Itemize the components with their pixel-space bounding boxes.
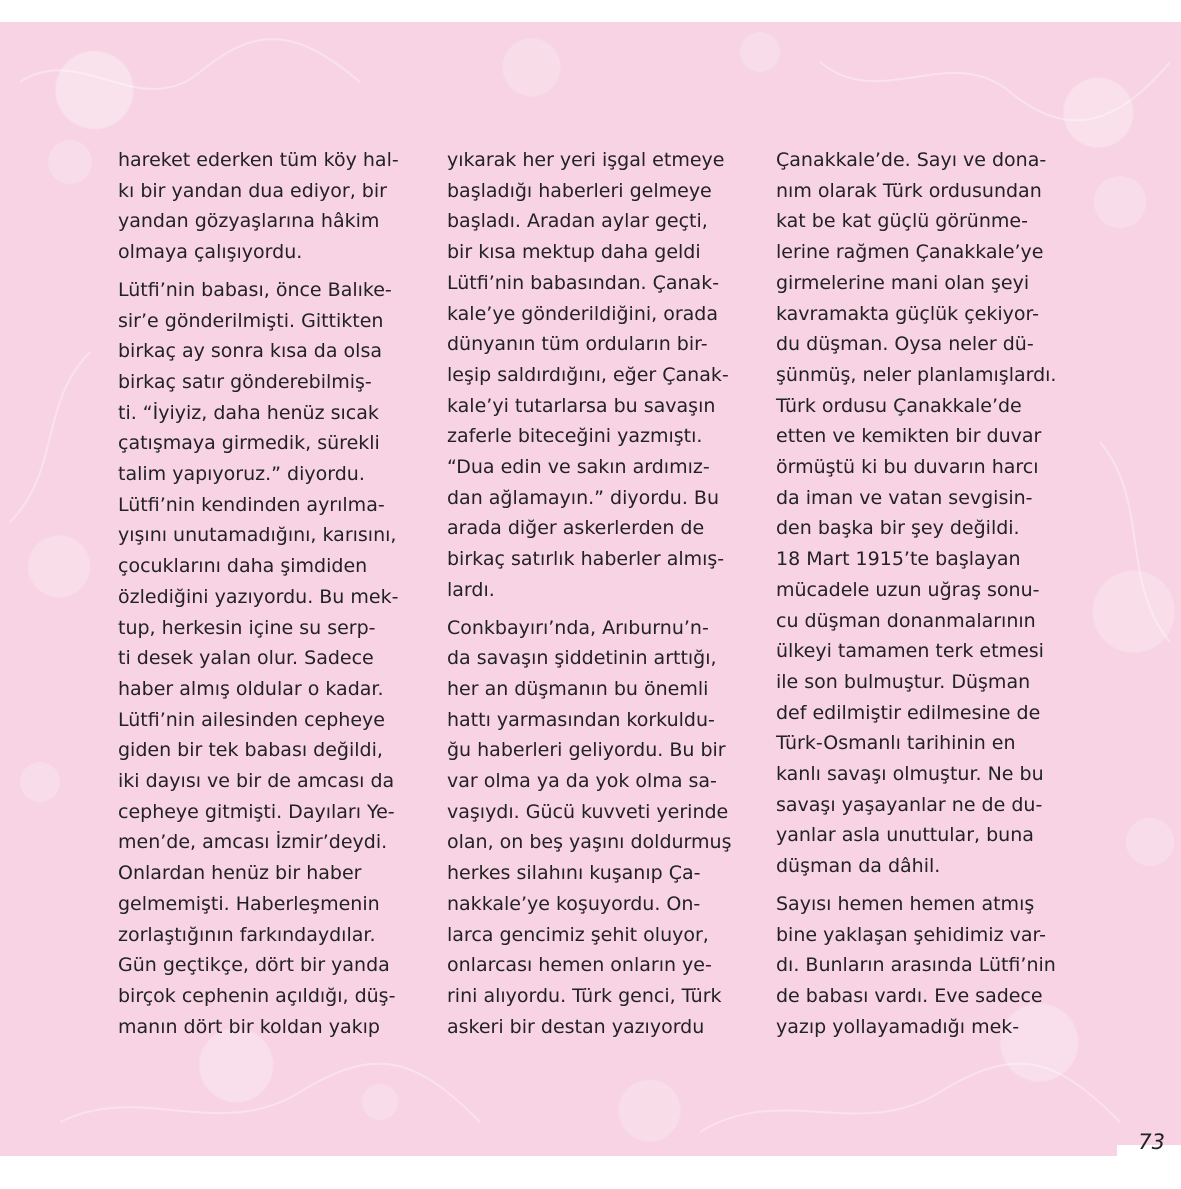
paragraph: yıkarak her yeri işgal etmeye başladığı haberleri gelmeye başladı. Aradan aylar geçti, bir kısa mektup daha geldi Lütfi’nin babasından. Çanak- kale’ye gönderildiğini, orada dünyanın tüm orduların bir- leşip saldırdığını, eğer Çanak- kale’yi tutarlarsa bu savaşın zaferle biteceğini yazmıştı. “Dua edin ve sakın ardımız- dan ağlamayın.” diyordu. Bu arada diğer askerlerden de birkaç satırlık haberler almış- lardı. <box>447 149 729 601</box>
text-column-1 <box>118 145 406 1042</box>
paragraph: Conkbayırı’nda, Arıburnu’n- da savaşın şiddetinin arttığı, her an düşmanın bu önemli hattı yarmasından korkuldu- ğu haberleri geliyordu. Bu bir var olma ya da yok olma sa- vaşıydı. Gücü kuvveti yerinde olan, on beş yaşını doldurmuş herkes silahını kuşanıp Ça- nakkale’ye koşuyordu. On- larca gencimiz şehit oluyor, onlarcası hemen onların ye- rini alıyordu. Türk genci, Türk askeri bir destan yazıyordu <box>447 616 732 1038</box>
page-number: 73 <box>1138 1130 1165 1154</box>
text-column-3 <box>776 145 1064 1042</box>
paragraph: hareket ederken tüm köy hal- kı bir yandan dua ediyor, bir yandan gözyaşlarına hâkim olmaya çalışıyordu. <box>118 149 399 264</box>
paragraph: Lütfi’nin babası, önce Balıke- sir’e gönderilmişti. Gittikten birkaç ay sonra kısa da olsa birkaç satır gönderebilmiş- ti. “İyiyiz, daha henüz sıcak çatışmaya girmedik, sürekli talim yapıyoruz.” diyordu. Lütfi’nin kendinden ayrılma- yışını unutamadığını, karısını, çocuklarını daha şimdiden özlediğini yazıyordu. Bu mek- tup, herkesin içine su serp- ti desek yalan olur. Sadece haber almış oldular o kadar. Lütfi’nin ailesinden cepheye giden bir tek babası değildi, iki dayısı ve bir de amcası da cepheye gitmişti. Dayıları Ye- men’de, amcası İzmir’deydi. Onlardan henüz bir haber gelmemişti. Haberleşmenin zorlaştığının farkındaydılar. Gün geçtikçe, dört bir yanda birçok cephenin açıldığı, düş- manın dört bir koldan yakıp <box>118 278 399 1038</box>
text-column-2 <box>447 145 735 1042</box>
paragraph: Çanakkale’de. Sayı ve dona- nım olarak Türk ordusundan kat be kat güçlü görünme- lerine rağmen Çanakkale’ye girmelerine mani olan şeyi kavramakta güçlük çekiyor- du düşman. Oysa neler dü- şünmüş, neler planlamışlardı. Türk ordusu Çanakkale’de etten ve kemikten bir duvar örmüştü ki bu duvarın harcı da iman ve vatan sevgisin- den başka bir şey değildi. 18 Mart 1915’te başlayan mücadele uzun uğraş sonu- cu düşman donanmalarının ülkeyi tamamen terk etmesi ile son bulmuştur. Düşman def edilmiştir edilmesine de Türk-Osmanlı tarihinin en kanlı savaşı olmuştur. Ne bu savaşı yaşayanlar ne de du- yanlar asla unuttular, buna düşman da dâhil. <box>776 149 1057 878</box>
paragraph: Sayısı hemen hemen atmış bine yaklaşan şehidimiz var- dı. Bunların arasında Lütfi’nin de babası vardı. Eve sadece yazıp yollayamadığı mek- <box>776 892 1056 1038</box>
